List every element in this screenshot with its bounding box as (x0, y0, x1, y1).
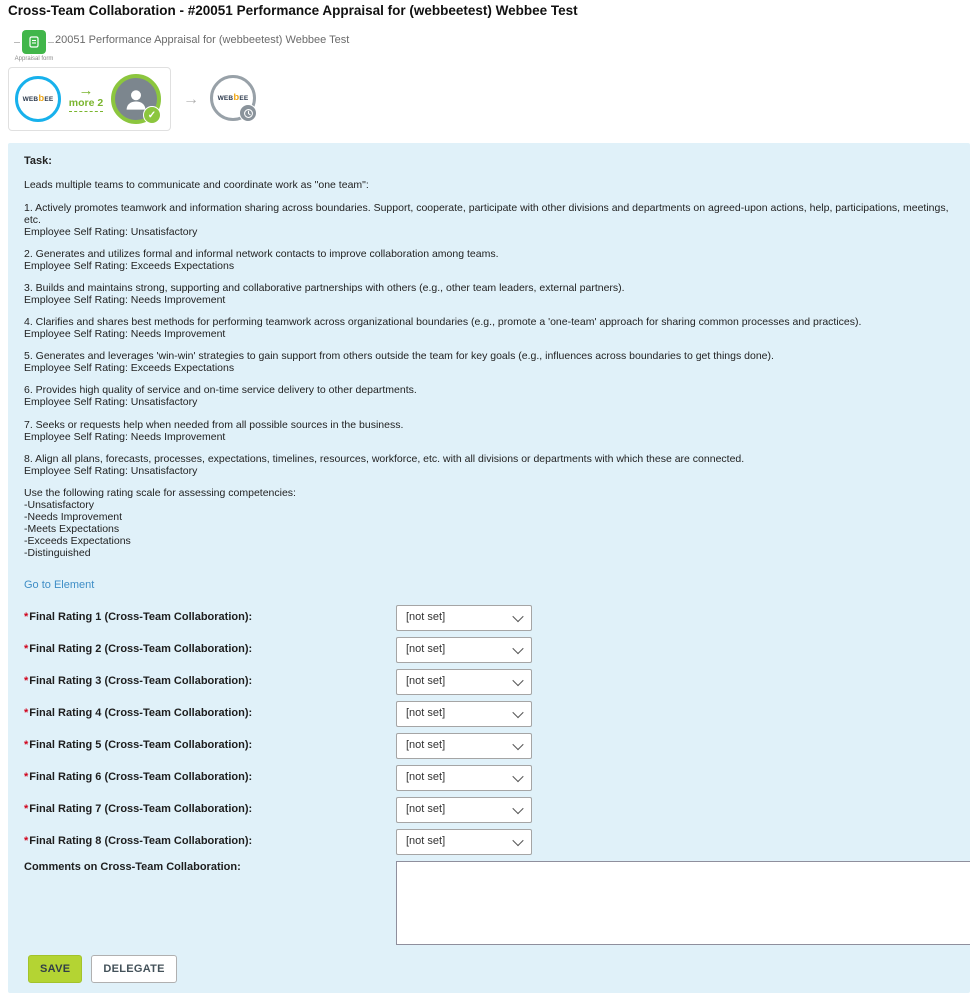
check-badge-icon (143, 106, 161, 124)
final-rating-4-select[interactable] (396, 701, 532, 727)
final-rating-6-label: *Final Rating 6 (Cross-Team Collaboration): (24, 771, 253, 784)
task-panel (8, 143, 970, 993)
task-item-text: 6. Provides high quality of service and on-time service delivery to other departments. (24, 384, 417, 397)
selected-value: [not set] (406, 803, 446, 816)
task-item (24, 419, 954, 443)
required-asterisk: * (24, 675, 29, 688)
required-asterisk: * (24, 643, 29, 656)
selected-value: [not set] (406, 771, 446, 784)
appraisal-form-node[interactable] (10, 30, 58, 62)
final-rating-7-select[interactable] (396, 797, 532, 823)
task-item-text: 2. Generates and utilizes formal and informal network contacts to improve collaboration among teams. (24, 247, 499, 260)
chevron-down-icon (512, 739, 523, 750)
delegate-button[interactable]: DELEGATE (91, 955, 176, 983)
required-asterisk: * (24, 771, 29, 784)
self-rating-text: Employee Self Rating: Unsatisfactory (24, 396, 198, 409)
workflow-originator-avatar[interactable] (15, 76, 61, 122)
selected-value: [not set] (406, 611, 446, 624)
task-item (24, 453, 954, 477)
task-item (24, 248, 954, 272)
selected-value: [not set] (406, 675, 446, 688)
task-item (24, 316, 954, 340)
self-rating-text: Employee Self Rating: Needs Improvement (24, 328, 226, 341)
final-rating-row-3 (24, 669, 954, 695)
rating-scale-item: -Exceeds Expectations (24, 535, 131, 548)
chevron-down-icon (512, 803, 523, 814)
final-rating-4-label: *Final Rating 4 (Cross-Team Collaboration): (24, 707, 253, 720)
task-intro: Leads multiple teams to communicate and coordinate work as "one team": (24, 178, 369, 191)
chevron-down-icon (512, 835, 523, 846)
final-rating-3-select[interactable] (396, 669, 532, 695)
clock-badge-icon (239, 104, 257, 122)
rating-scale-intro: Use the following rating scale for assessing competencies: (24, 486, 296, 499)
arrow-right-icon (79, 86, 94, 96)
document-subtitle: 20051 Performance Appraisal for (webbeetest) Webbee Test (55, 34, 350, 46)
page-title: Cross-Team Collaboration - #20051 Performance Appraisal for (webbeetest) Webbee Test (8, 3, 578, 18)
task-item (24, 202, 954, 238)
task-item (24, 350, 954, 374)
final-rating-3-label: *Final Rating 3 (Cross-Team Collaboration): (24, 675, 253, 688)
bee-icon: b (38, 93, 45, 105)
go-to-element-link[interactable]: Go to Element (24, 579, 95, 592)
required-asterisk: * (24, 803, 29, 816)
connector-line (48, 42, 54, 43)
workflow-pending-step[interactable] (210, 75, 256, 121)
self-rating-text: Employee Self Rating: Needs Improvement (24, 294, 226, 307)
final-rating-2-select[interactable] (396, 637, 532, 663)
rating-scale-item: -Unsatisfactory (24, 498, 95, 511)
final-rating-row-7 (24, 797, 954, 823)
final-rating-1-label: *Final Rating 1 (Cross-Team Collaboration): (24, 611, 253, 624)
required-asterisk: * (24, 707, 29, 720)
final-rating-row-2 (24, 637, 954, 663)
workflow-diagram (8, 67, 308, 133)
required-asterisk: * (24, 611, 29, 624)
required-asterisk: * (24, 835, 29, 848)
comments-textarea[interactable] (396, 861, 970, 945)
comments-label: Comments on Cross-Team Collaboration: (24, 860, 241, 873)
appraisal-form-icon-label: Appraisal form (14, 56, 54, 62)
task-item-text: 7. Seeks or requests help when needed from all possible sources in the business. (24, 418, 404, 431)
task-item-text: 1. Actively promotes teamwork and information sharing across boundaries. Support, cooperate, participate with other divisions and departments on agreed-upon actions, help, participations, meetings, etc. (24, 201, 949, 226)
final-rating-row-6 (24, 765, 954, 791)
self-rating-text: Employee Self Rating: Unsatisfactory (24, 225, 198, 238)
self-rating-text: Employee Self Rating: Exceeds Expectations (24, 259, 235, 272)
appraisal-form-icon (22, 30, 46, 54)
task-item-text: 5. Generates and leverages 'win-win' strategies to gain support from others outside the team for key goals (e.g., influences across boundaries to get things done). (24, 350, 774, 363)
task-item (24, 282, 954, 306)
final-rating-8-label: *Final Rating 8 (Cross-Team Collaboration): (24, 835, 253, 848)
task-item-text: 4. Clarifies and shares best methods for performing teamwork across organizational boundaries (e.g., promote a 'one-team' approach for sharing common processes and practices). (24, 316, 862, 329)
final-rating-2-label: *Final Rating 2 (Cross-Team Collaboration): (24, 643, 253, 656)
final-rating-row-4 (24, 701, 954, 727)
bee-icon: b (233, 92, 240, 104)
rating-scale-item: -Meets Expectations (24, 522, 120, 535)
chevron-down-icon (512, 611, 523, 622)
final-rating-8-select[interactable] (396, 829, 532, 855)
required-asterisk: * (24, 739, 29, 752)
more-participants-link[interactable]: more 2 (69, 96, 103, 112)
task-item (24, 384, 954, 408)
final-rating-5-label: *Final Rating 5 (Cross-Team Collaboration): (24, 739, 253, 752)
connector-line (14, 42, 20, 43)
comments-row (24, 861, 954, 945)
workflow-current-step-card (8, 67, 171, 131)
self-rating-text: Employee Self Rating: Needs Improvement (24, 430, 226, 443)
webbee-logo: WEBbEE (22, 93, 54, 105)
rating-scale-item: -Distinguished (24, 547, 91, 560)
save-button[interactable]: SAVE (28, 955, 82, 983)
final-rating-row-1 (24, 605, 954, 631)
final-rating-1-select[interactable] (396, 605, 532, 631)
workflow-approver-avatar[interactable] (111, 74, 161, 124)
final-rating-row-5 (24, 733, 954, 759)
arrow-right-icon (183, 91, 199, 109)
selected-value: [not set] (406, 707, 446, 720)
final-rating-5-select[interactable] (396, 733, 532, 759)
selected-value: [not set] (406, 835, 446, 848)
task-item-text: 3. Builds and maintains strong, supporting and collaborative partnerships with others (e.g., other team leaders, external partners). (24, 282, 625, 295)
webbee-logo: WEBbEE (217, 92, 249, 104)
action-buttons (28, 955, 177, 983)
self-rating-text: Employee Self Rating: Unsatisfactory (24, 464, 198, 477)
chevron-down-icon (512, 643, 523, 654)
selected-value: [not set] (406, 643, 446, 656)
chevron-down-icon (512, 771, 523, 782)
rating-scale-block (24, 487, 954, 559)
self-rating-text: Employee Self Rating: Exceeds Expectations (24, 362, 235, 375)
selected-value: [not set] (406, 739, 446, 752)
chevron-down-icon (512, 675, 523, 686)
chevron-down-icon (512, 707, 523, 718)
final-rating-row-8 (24, 829, 954, 855)
task-heading: Task: (24, 155, 52, 167)
rating-scale-item: -Needs Improvement (24, 510, 123, 523)
task-item-text: 8. Align all plans, forecasts, processes, expectations, timelines, resources, workforce, etc. with all divisions or departments with which these are connected. (24, 452, 745, 465)
final-rating-6-select[interactable] (396, 765, 532, 791)
final-rating-7-label: *Final Rating 7 (Cross-Team Collaboration): (24, 803, 253, 816)
